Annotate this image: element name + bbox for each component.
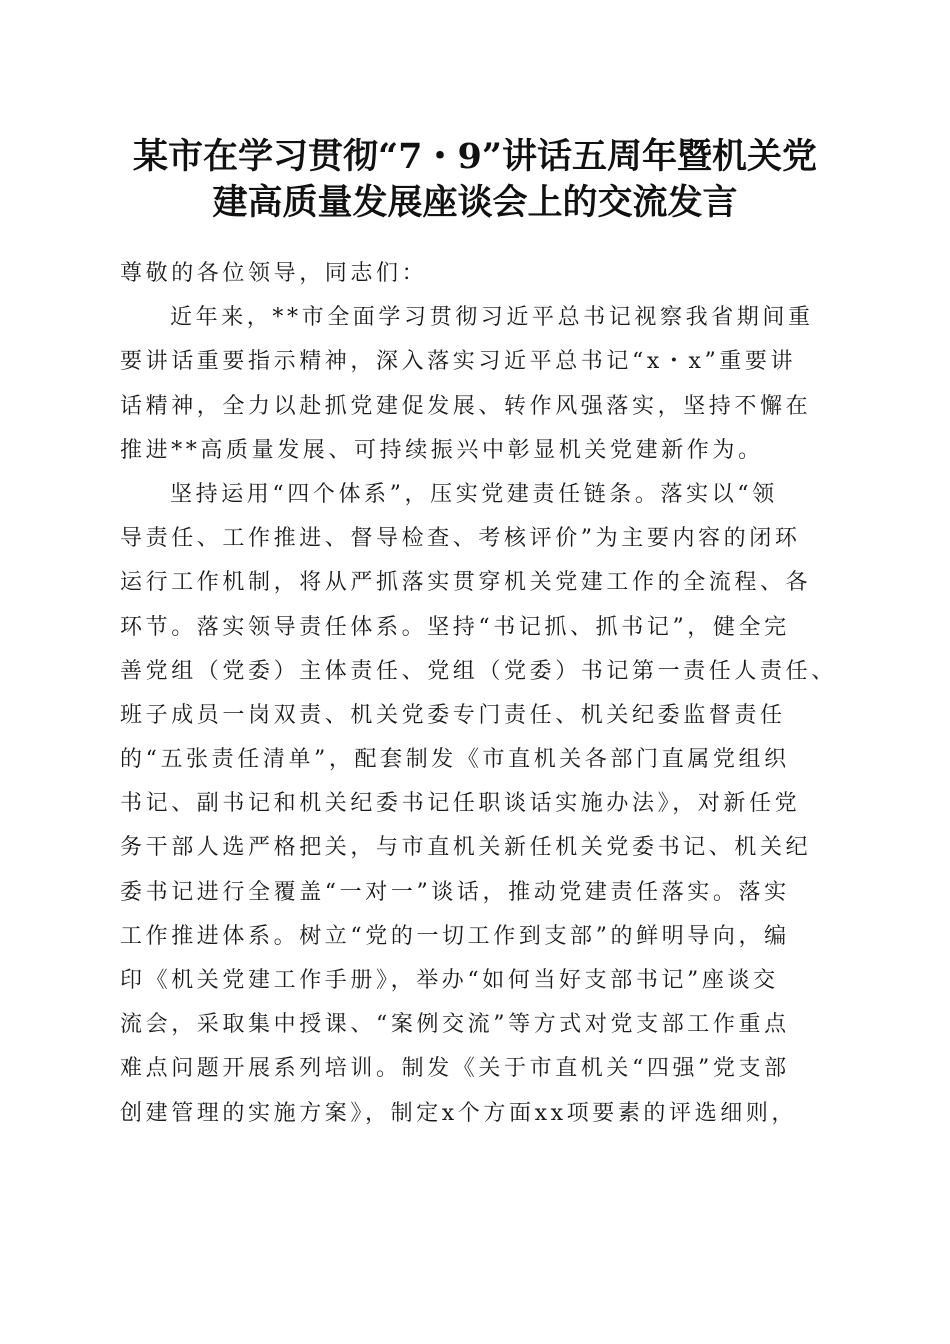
paragraph-2-line: 环节。落实领导责任体系。坚持“书记抓、抓书记”，健全完 bbox=[120, 614, 790, 640]
paragraph-2-line: 运行工作机制，将从严抓落实贯穿机关党建工作的全流程、各 bbox=[120, 570, 812, 596]
salutation: 尊敬的各位领导，同志们： bbox=[120, 261, 428, 286]
paragraph-2-line: 导责任、工作推进、督导检查、考核评价”为主要内容的闭环 bbox=[120, 526, 801, 552]
paragraph-2-line: 创建管理的实施方案》，制定x个方面xx项要素的评选细则， bbox=[120, 1100, 798, 1126]
paragraph-2-line: 坚持运用“四个体系”，压实党建责任链条。落实以“领 bbox=[170, 481, 778, 507]
paragraph-1-line: 要讲话重要指示精神，深入落实习近平总书记“x・x”重要讲 bbox=[120, 349, 797, 375]
paragraph-2-line: 善党组（党委）主体责任、党组（党委）书记第一责任人责任、 bbox=[120, 658, 837, 684]
paragraph-2-line: 的“五张责任清单”，配套制发《市直机关各部门直属党组织 bbox=[120, 747, 790, 773]
paragraph-2-line: 务干部人选严格把关，与市直机关新任机关党委书记、机关纪 bbox=[120, 835, 812, 861]
title-line-1: 某市在学习贯彻“7・9”讲话五周年暨机关党 bbox=[133, 136, 817, 177]
title-line-2: 建高质量发展座谈会上的交流发言 bbox=[212, 182, 738, 223]
document-body bbox=[120, 252, 845, 1136]
paragraph-2-line: 班子成员一岗双责、机关党委专门责任、机关纪委监督责任 bbox=[120, 702, 786, 728]
paragraph-2-line: 难点问题开展系列培训。制发《关于市直机关“四强”党支部 bbox=[120, 1056, 790, 1082]
paragraph-2-line: 流会，采取集中授课、“案例交流”等方式对党支部工作重点 bbox=[120, 1012, 790, 1038]
document-title bbox=[0, 134, 950, 226]
paragraph-1-line: 推进**高质量发展、可持续振兴中彰显机关党建新作为。 bbox=[120, 437, 764, 463]
paragraph-1-line: 话精神，全力以赴抓党建促发展、转作风强落实，坚持不懈在 bbox=[120, 393, 812, 419]
paragraph-2-line: 委书记进行全覆盖“一对一”谈话，推动党建责任落实。落实 bbox=[120, 879, 790, 905]
paragraph-1-line: 近年来，**市全面学习贯彻习近平总书记视察我省期间重 bbox=[170, 305, 814, 331]
paragraph-2-line: 书记、副书记和机关纪委书记任职谈话实施办法》，对新任党 bbox=[120, 791, 801, 817]
paragraph-2-line: 工作推进体系。树立“党的一切工作到支部”的鲜明导向，编 bbox=[120, 923, 790, 949]
paragraph-2-line: 印《机关党建工作手册》，举办“如何当好支部书记”座谈交 bbox=[120, 968, 779, 993]
